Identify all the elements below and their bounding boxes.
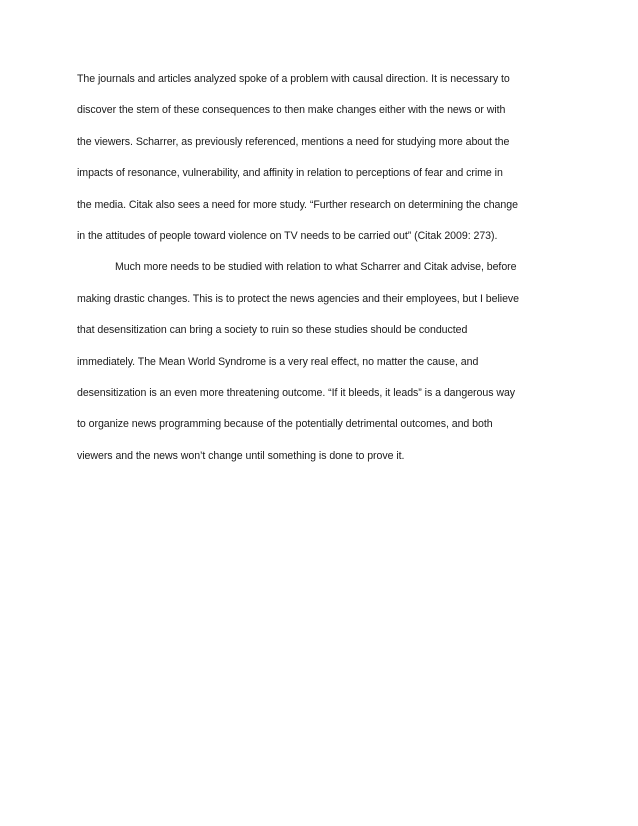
text-line: immediately. The Mean World Syndrome is a very real effect, no matter the cause, and: [77, 355, 479, 368]
text-line: the viewers. Scharrer, as previously referenced, mentions a need for studying more about the: [77, 135, 510, 148]
text-line: the media. Citak also sees a need for more study. “Further research on determining the change: [77, 198, 518, 211]
text-line: to organize news programming because of the potentially detrimental outcomes, and both: [77, 418, 493, 431]
text-line: impacts of resonance, vulnerability, and affinity in relation to perceptions of fear and crime in: [77, 167, 503, 180]
text-line: viewers and the news won’t change until something is done to prove it.: [77, 449, 405, 462]
text-line: that desensitization can bring a society to ruin so these studies should be conducted: [77, 324, 468, 337]
paragraph-start-line: Much more needs to be studied with relation to what Scharrer and Citak advise, before: [115, 261, 517, 274]
text-line: desensitization is an even more threatening outcome. “If it bleeds, it leads” is a dangerous way: [77, 386, 516, 399]
text-line: The journals and articles analyzed spoke of a problem with causal direction. It is necessary to: [77, 73, 510, 85]
body-text: [77, 72, 565, 480]
text-line: discover the stem of these consequences to then make changes either with the news or with: [77, 104, 506, 117]
text-line: in the attitudes of people toward violence on TV needs to be carried out” (Citak 2009: 273).: [77, 229, 498, 242]
text-line: making drastic changes. This is to protect the news agencies and their employees, but I believe: [77, 292, 520, 305]
